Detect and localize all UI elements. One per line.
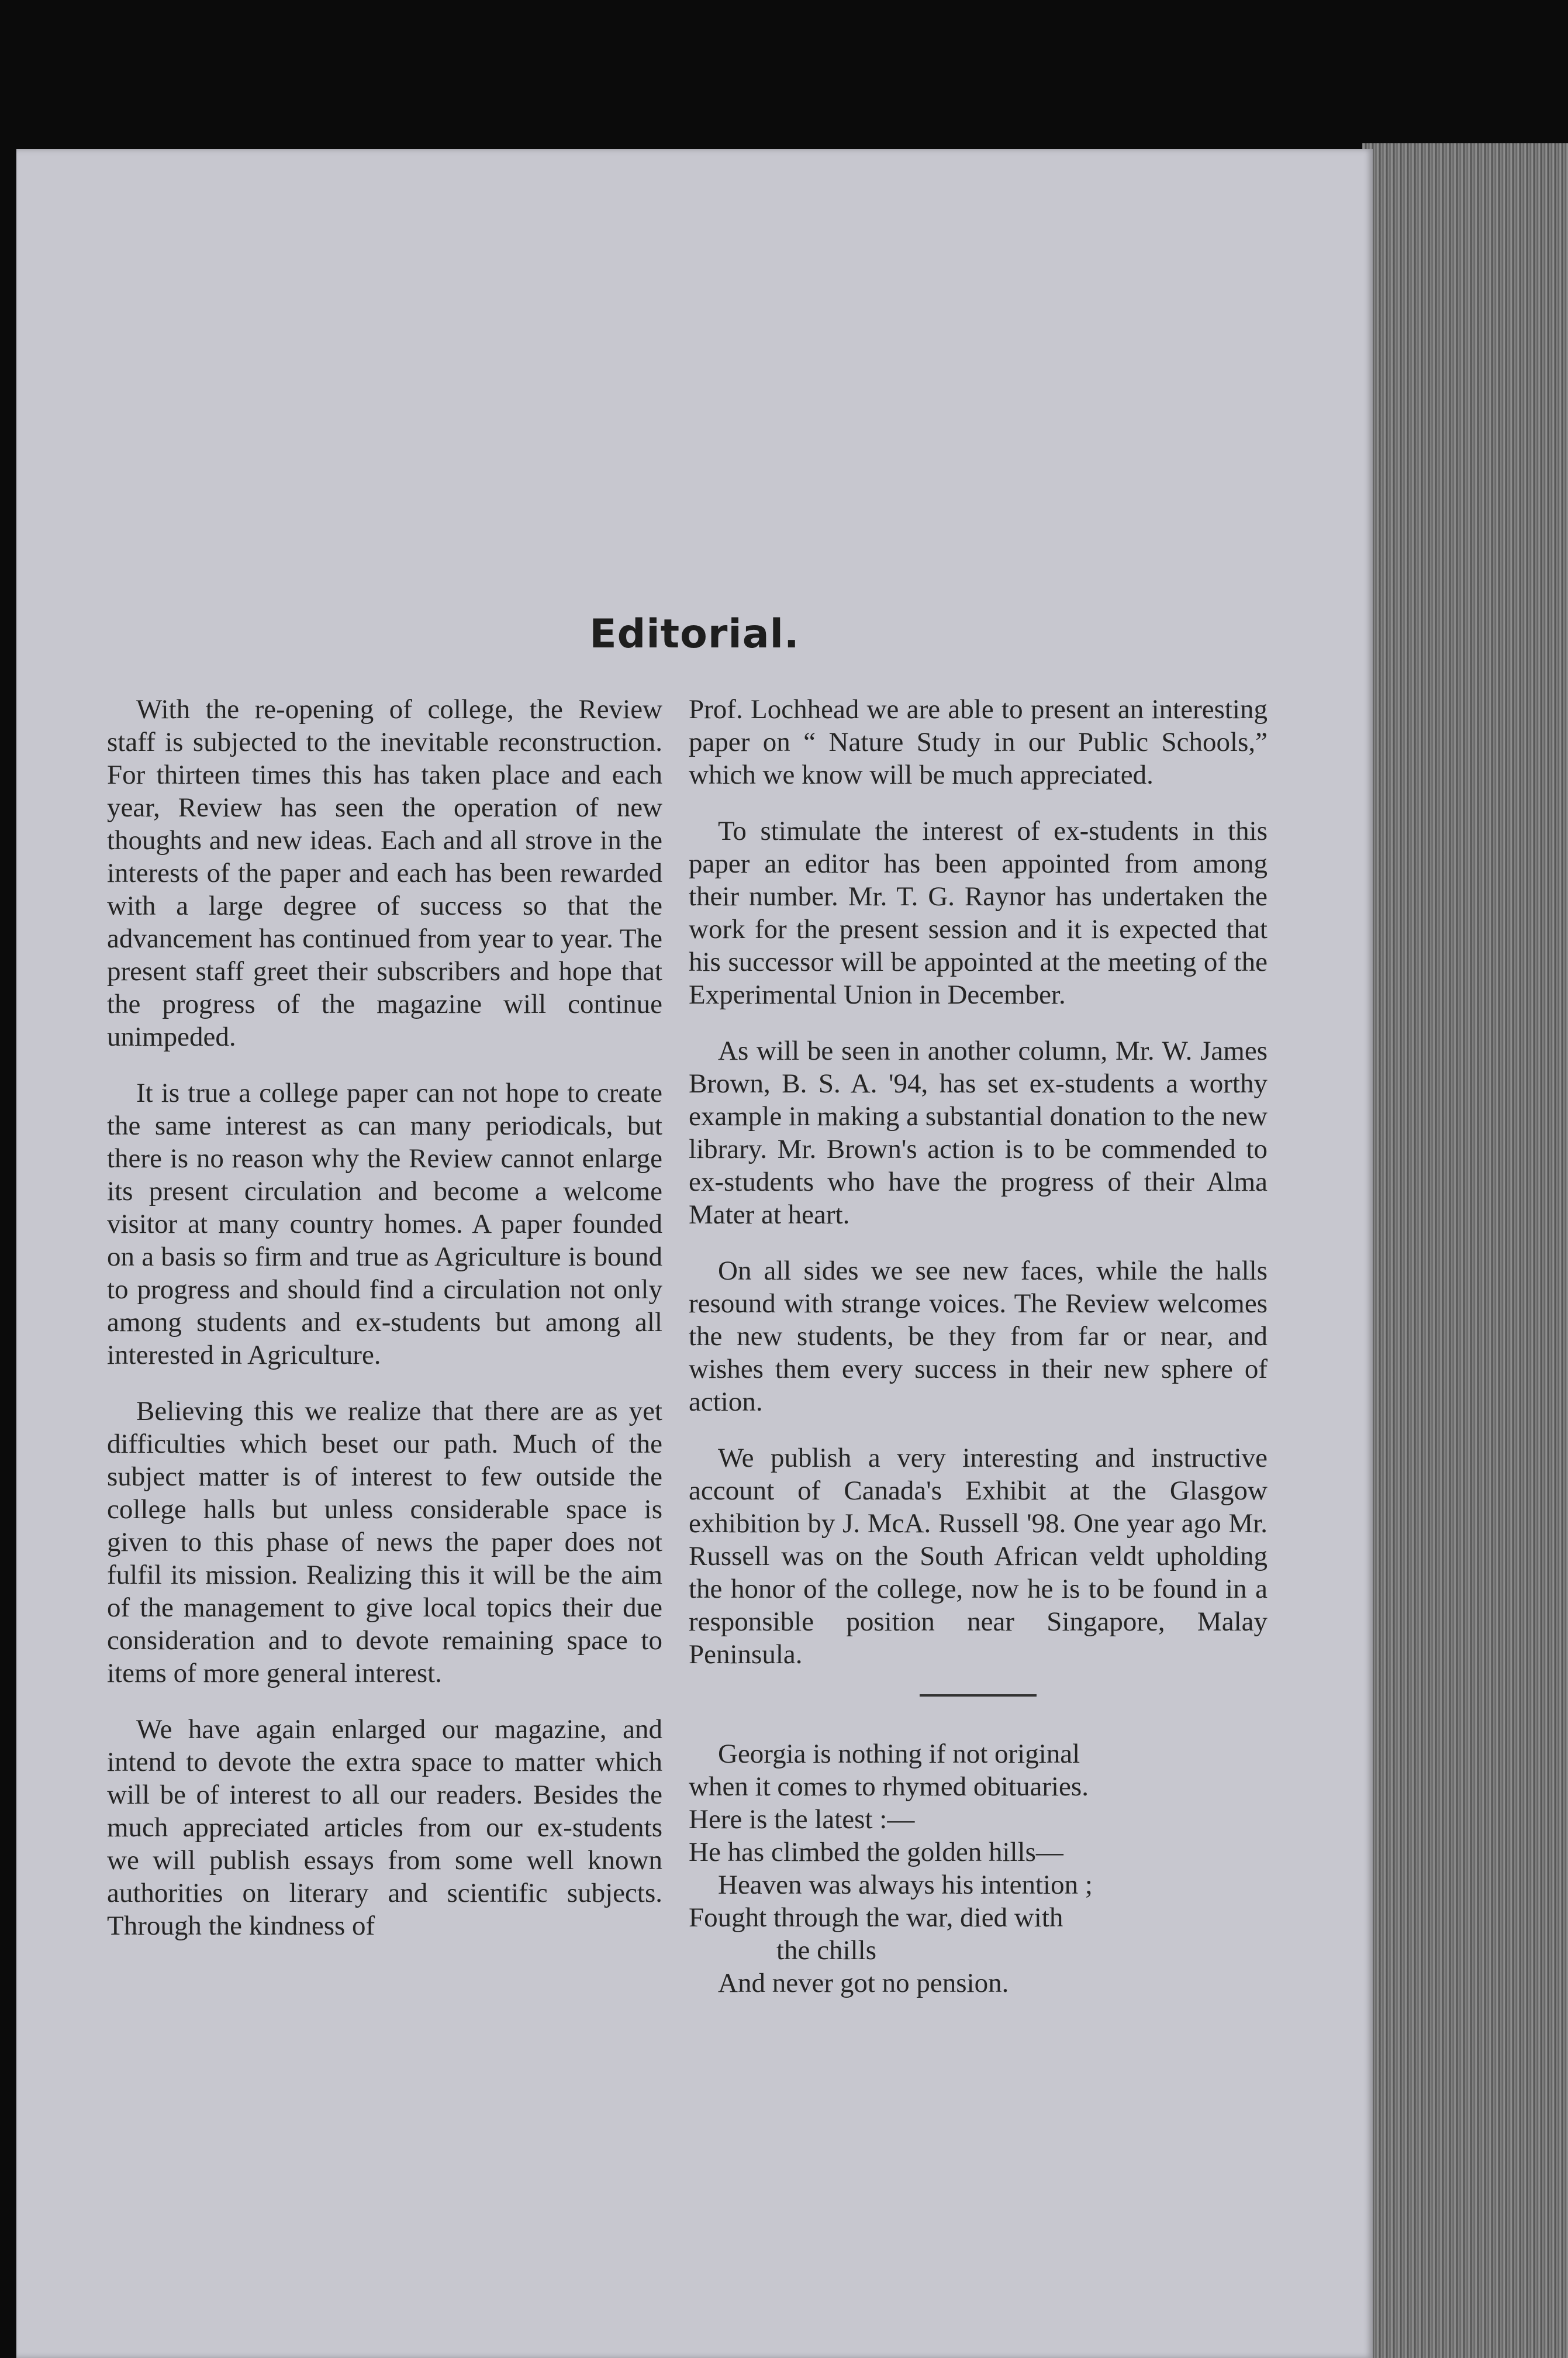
book-page-edges — [1362, 143, 1568, 2358]
poem-intro-line: when it comes to rhymed obituaries. — [689, 1771, 1089, 1802]
poem-line: He has climbed the golden hills— — [689, 1837, 1063, 1867]
paragraph: On all sides we see new faces, while the halls resound with strange voices. The Review welcomes the new students, be they from far or near, and wishes them every success in their new sphere of action. — [689, 1256, 1267, 1417]
paragraph: Believing this we realize that there are as yet difficulties which beset our path. Much of the subject matter is of interest to few outside the college halls but unless considerable space is given to this phase of news the paper does not fulfil its mission. Realizing this it will be the aim of the management to give local topics their due consideration and to devote remaining space to items of more general interest. — [107, 1396, 662, 1688]
section-divider — [920, 1694, 1037, 1697]
poem-line: Heaven was always his intention ; — [718, 1870, 1093, 1900]
paragraph: With the re-opening of college, the Review staff is subjected to the inevitable reconstruction. For thirteen times this has taken place and each year, Review has seen the operation of new thoughts and new ideas. Each and all strove in the interests of the paper and each has been rewarded with a large degree of success so that the advancement has continued from year to year. The present staff greet their subscribers and hope that the progress of the magazine will continue unimpeded. — [107, 694, 662, 1052]
obituary-poem — [689, 1738, 1267, 2000]
right-column — [689, 693, 1267, 2000]
poem-line: Fought through the war, died with — [689, 1902, 1063, 1933]
paragraph: It is true a college paper can not hope to create the same interest as can many periodicals, but there is no reason why the Review cannot enlarge its present circulation and become a welcome visitor at many country homes. A paper founded on a basis so firm and true as Agriculture is bound to progress and should find a circulation not only among students and ex-students but among all interested in Agriculture. — [107, 1078, 662, 1370]
poem-intro-line: Georgia is nothing if not original — [718, 1739, 1080, 1769]
paragraph: As will be seen in another column, Mr. W. James Brown, B. S. A. '94, has set ex-students a worthy example in making a substantial donation to the new library. Mr. Brown's action is to be commended to ex-students who have the progress of their Alma Mater at heart. — [689, 1036, 1267, 1230]
magazine-page — [16, 149, 1373, 2358]
poem-line: And never got no pension. — [718, 1968, 1009, 1998]
paragraph-continued: Prof. Lochhead we are able to present an interesting paper on “ Nature Study in our Public Schools,” which we know will be much appreciated. — [689, 694, 1267, 790]
left-column — [107, 693, 662, 1966]
paragraph: To stimulate the interest of ex-students in this paper an editor has been appointed from among their number. Mr. T. G. Raynor has undertaken the work for the present session and it is expected that his successor will be appointed at the meeting of the Experimental Union in December. — [689, 816, 1267, 1010]
poem-line: the chills — [776, 1935, 876, 1966]
page-title: Editorial. — [589, 611, 800, 657]
paragraph: We have again enlarged our magazine, and intend to devote the extra space to matter which will be of interest to all our readers. Besides the much appreciated articles from our ex-students we will publish essays from some well known authorities on literary and scientific subjects. Through the kindness of — [107, 1714, 662, 1941]
poem-intro-line: Here is the latest :— — [689, 1804, 915, 1835]
paragraph: We publish a very interesting and instructive account of Canada's Exhibit at the Glasgow exhibition by J. McA. Russell '98. One year ago Mr. Russell was on the South African veldt upholding the honor of the college, now he is to be found in a responsible position near Singapore, Malay Peninsula. — [689, 1443, 1267, 1670]
